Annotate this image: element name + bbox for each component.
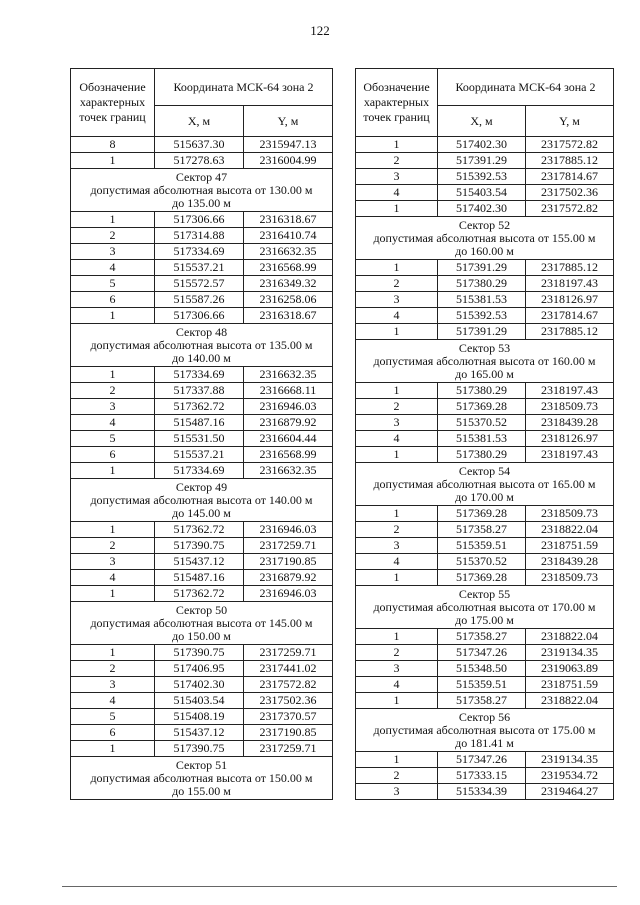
point-number-cell: 1 <box>356 324 438 340</box>
x-coordinate-cell: 517334.69 <box>155 244 244 260</box>
y-coordinate-cell: 2317885.12 <box>526 324 614 340</box>
x-coordinate-cell: 517406.95 <box>155 661 244 677</box>
sector-header-row <box>356 340 614 383</box>
x-coordinate-cell: 515348.50 <box>438 661 526 677</box>
table-row <box>356 522 614 538</box>
y-coordinate-cell: 2317190.85 <box>244 554 333 570</box>
table-row <box>356 185 614 201</box>
table-row <box>356 399 614 415</box>
point-number-cell: 1 <box>356 383 438 399</box>
table-row <box>356 784 614 800</box>
sector-title: Сектор 54 <box>458 464 511 478</box>
point-number-cell: 3 <box>356 784 438 800</box>
table-row <box>71 431 333 447</box>
point-number-cell: 3 <box>356 292 438 308</box>
table-row <box>356 645 614 661</box>
sector-title: Сектор 56 <box>458 710 511 724</box>
point-number-cell: 5 <box>71 709 155 725</box>
point-number-cell: 6 <box>71 292 155 308</box>
sector-header-row <box>71 602 333 645</box>
y-coordinate-cell: 2319534.72 <box>526 768 614 784</box>
x-coordinate-cell: 515381.53 <box>438 431 526 447</box>
table-row <box>356 169 614 185</box>
sector-heading <box>356 586 614 629</box>
point-number-cell: 8 <box>71 137 155 153</box>
table-row <box>71 645 333 661</box>
point-number-cell: 2 <box>71 228 155 244</box>
table-row <box>71 212 333 228</box>
point-number-cell: 5 <box>71 276 155 292</box>
table-row <box>356 570 614 586</box>
table-row <box>71 399 333 415</box>
point-number-cell: 2 <box>71 538 155 554</box>
sector-title: Сектор 52 <box>458 218 511 232</box>
point-number-cell: 3 <box>356 169 438 185</box>
table-row <box>356 153 614 169</box>
sector-header-row <box>356 709 614 752</box>
x-coordinate-cell: 517380.29 <box>438 276 526 292</box>
sector-heading <box>71 602 333 645</box>
y-coordinate-cell: 2316879.92 <box>244 570 333 586</box>
y-coordinate-cell: 2316946.03 <box>244 522 333 538</box>
sector-height-range: допустимая абсолютная высота от 150.00 м <box>90 771 313 785</box>
header-point-designation: Обозначение характерных точек границ <box>356 69 438 137</box>
x-coordinate-cell: 515392.53 <box>438 308 526 324</box>
header-coordinate-system: Координата МСК-64 зона 2 <box>438 69 614 106</box>
sector-title: Сектор 50 <box>175 603 228 617</box>
x-coordinate-cell: 515403.54 <box>155 693 244 709</box>
x-coordinate-cell: 517390.75 <box>155 741 244 757</box>
point-number-cell: 1 <box>356 629 438 645</box>
table-row <box>356 276 614 292</box>
coordinates-table-left <box>70 68 333 800</box>
table-row <box>356 431 614 447</box>
sector-heading <box>71 757 333 800</box>
point-number-cell: 1 <box>71 522 155 538</box>
sector-height-range: до 155.00 м <box>172 784 231 798</box>
point-number-cell: 4 <box>71 260 155 276</box>
y-coordinate-cell: 2316604.44 <box>244 431 333 447</box>
x-coordinate-cell: 517358.27 <box>438 522 526 538</box>
y-coordinate-cell: 2318822.04 <box>526 693 614 709</box>
point-number-cell: 3 <box>71 244 155 260</box>
x-coordinate-cell: 517380.29 <box>438 383 526 399</box>
y-coordinate-cell: 2318439.28 <box>526 415 614 431</box>
x-coordinate-cell: 517362.72 <box>155 586 244 602</box>
point-number-cell: 1 <box>71 308 155 324</box>
table-row <box>356 554 614 570</box>
sector-title: Сектор 51 <box>175 758 228 772</box>
y-coordinate-cell: 2316632.35 <box>244 244 333 260</box>
point-number-cell: 2 <box>356 276 438 292</box>
point-number-cell: 1 <box>71 645 155 661</box>
x-coordinate-cell: 517369.28 <box>438 399 526 415</box>
y-coordinate-cell: 2317572.82 <box>244 677 333 693</box>
table-row <box>71 228 333 244</box>
x-coordinate-cell: 517402.30 <box>155 677 244 693</box>
x-coordinate-cell: 517362.72 <box>155 522 244 538</box>
y-coordinate-cell: 2318751.59 <box>526 677 614 693</box>
point-number-cell: 1 <box>71 463 155 479</box>
x-coordinate-cell: 517314.88 <box>155 228 244 244</box>
point-number-cell: 3 <box>71 554 155 570</box>
x-coordinate-cell: 517337.88 <box>155 383 244 399</box>
point-number-cell: 1 <box>356 570 438 586</box>
point-number-cell: 2 <box>71 383 155 399</box>
x-coordinate-cell: 517369.28 <box>438 570 526 586</box>
y-coordinate-cell: 2316568.99 <box>244 447 333 463</box>
table-row <box>356 201 614 217</box>
y-coordinate-cell: 2316318.67 <box>244 212 333 228</box>
y-coordinate-cell: 2318822.04 <box>526 522 614 538</box>
table-row <box>356 677 614 693</box>
sector-height-range: до 145.00 м <box>172 506 231 520</box>
x-coordinate-cell: 515487.16 <box>155 415 244 431</box>
point-number-cell: 4 <box>356 677 438 693</box>
x-coordinate-cell: 517358.27 <box>438 693 526 709</box>
sector-header-row <box>356 463 614 506</box>
x-coordinate-cell: 517390.75 <box>155 538 244 554</box>
y-coordinate-cell: 2316258.06 <box>244 292 333 308</box>
table-row <box>71 383 333 399</box>
y-coordinate-cell: 2317190.85 <box>244 725 333 741</box>
point-number-cell: 1 <box>356 260 438 276</box>
sector-title: Сектор 53 <box>458 341 511 355</box>
table-row <box>71 693 333 709</box>
point-number-cell: 3 <box>356 661 438 677</box>
y-coordinate-cell: 2316879.92 <box>244 415 333 431</box>
sector-header-row <box>71 324 333 367</box>
point-number-cell: 3 <box>356 415 438 431</box>
table-row <box>71 244 333 260</box>
x-coordinate-cell: 517391.29 <box>438 260 526 276</box>
y-coordinate-cell: 2318439.28 <box>526 554 614 570</box>
x-coordinate-cell: 515572.57 <box>155 276 244 292</box>
x-coordinate-cell: 517334.69 <box>155 367 244 383</box>
point-number-cell: 1 <box>356 506 438 522</box>
table-row <box>71 447 333 463</box>
table-row <box>356 447 614 463</box>
y-coordinate-cell: 2315947.13 <box>244 137 333 153</box>
sector-heading <box>356 340 614 383</box>
table-row <box>71 661 333 677</box>
y-coordinate-cell: 2317814.67 <box>526 169 614 185</box>
y-coordinate-cell: 2317441.02 <box>244 661 333 677</box>
x-coordinate-cell: 515537.21 <box>155 260 244 276</box>
table-row <box>356 292 614 308</box>
point-number-cell: 1 <box>71 212 155 228</box>
sector-header-row <box>356 217 614 260</box>
x-coordinate-cell: 515531.50 <box>155 431 244 447</box>
sector-title: Сектор 47 <box>175 170 228 184</box>
header-x: X, м <box>438 106 526 137</box>
header-coordinate-system: Координата МСК-64 зона 2 <box>155 69 333 106</box>
sector-title: Сектор 49 <box>175 480 228 494</box>
point-number-cell: 4 <box>356 554 438 570</box>
y-coordinate-cell: 2317572.82 <box>526 201 614 217</box>
y-coordinate-cell: 2318126.97 <box>526 431 614 447</box>
y-coordinate-cell: 2319134.35 <box>526 752 614 768</box>
header-point-designation: Обозначение характерных точек границ <box>71 69 155 137</box>
table-row <box>356 260 614 276</box>
x-coordinate-cell: 515408.19 <box>155 709 244 725</box>
table-row <box>71 260 333 276</box>
y-coordinate-cell: 2317814.67 <box>526 308 614 324</box>
sector-heading <box>71 324 333 367</box>
sector-header-row <box>71 479 333 522</box>
y-coordinate-cell: 2318197.43 <box>526 447 614 463</box>
point-number-cell: 6 <box>71 447 155 463</box>
x-coordinate-cell: 517306.66 <box>155 212 244 228</box>
sector-height-range: допустимая абсолютная высота от 175.00 м <box>373 723 596 737</box>
page-number: 122 <box>310 23 330 38</box>
table-row <box>356 629 614 645</box>
sector-heading <box>71 479 333 522</box>
point-number-cell: 1 <box>71 153 155 169</box>
table-row <box>356 661 614 677</box>
sector-height-range: допустимая абсолютная высота от 140.00 м <box>90 493 313 507</box>
table-row <box>71 137 333 153</box>
y-coordinate-cell: 2316004.99 <box>244 153 333 169</box>
x-coordinate-cell: 517334.69 <box>155 463 244 479</box>
point-number-cell: 2 <box>356 768 438 784</box>
y-coordinate-cell: 2317370.57 <box>244 709 333 725</box>
x-coordinate-cell: 515370.52 <box>438 554 526 570</box>
sector-heading <box>356 709 614 752</box>
x-coordinate-cell: 517402.30 <box>438 201 526 217</box>
point-number-cell: 2 <box>356 399 438 415</box>
y-coordinate-cell: 2318751.59 <box>526 538 614 554</box>
table-row <box>356 415 614 431</box>
table-row <box>71 677 333 693</box>
y-coordinate-cell: 2317885.12 <box>526 260 614 276</box>
table-row <box>71 292 333 308</box>
sector-height-range: до 181.41 м <box>455 736 514 750</box>
point-number-cell: 1 <box>356 693 438 709</box>
x-coordinate-cell: 515437.12 <box>155 554 244 570</box>
y-coordinate-cell: 2316946.03 <box>244 399 333 415</box>
point-number-cell: 4 <box>71 570 155 586</box>
x-coordinate-cell: 515403.54 <box>438 185 526 201</box>
table-row <box>356 768 614 784</box>
point-number-cell: 1 <box>356 752 438 768</box>
y-coordinate-cell: 2318126.97 <box>526 292 614 308</box>
sector-height-range: до 150.00 м <box>172 629 231 643</box>
table-row <box>71 570 333 586</box>
y-coordinate-cell: 2317885.12 <box>526 153 614 169</box>
y-coordinate-cell: 2316668.11 <box>244 383 333 399</box>
sector-height-range: до 165.00 м <box>455 367 514 381</box>
sector-height-range: допустимая абсолютная высота от 160.00 м <box>373 354 596 368</box>
table-row <box>356 383 614 399</box>
table-row <box>71 586 333 602</box>
x-coordinate-cell: 517391.29 <box>438 324 526 340</box>
sector-height-range: до 135.00 м <box>172 196 231 210</box>
sector-height-range: до 170.00 м <box>455 490 514 504</box>
y-coordinate-cell: 2317502.36 <box>244 693 333 709</box>
point-number-cell: 1 <box>356 447 438 463</box>
point-number-cell: 6 <box>71 725 155 741</box>
table-row <box>356 752 614 768</box>
sector-height-range: до 140.00 м <box>172 351 231 365</box>
table-row <box>71 367 333 383</box>
y-coordinate-cell: 2318509.73 <box>526 570 614 586</box>
x-coordinate-cell: 517402.30 <box>438 137 526 153</box>
y-coordinate-cell: 2319134.35 <box>526 645 614 661</box>
table-row <box>71 725 333 741</box>
table-row <box>71 153 333 169</box>
sector-header-row <box>71 757 333 800</box>
x-coordinate-cell: 517369.28 <box>438 506 526 522</box>
y-coordinate-cell: 2316568.99 <box>244 260 333 276</box>
x-coordinate-cell: 517333.15 <box>438 768 526 784</box>
table-row <box>71 522 333 538</box>
x-coordinate-cell: 515637.30 <box>155 137 244 153</box>
header-x: X, м <box>155 106 244 137</box>
point-number-cell: 2 <box>356 522 438 538</box>
sector-height-range: допустимая абсолютная высота от 135.00 м <box>90 338 313 352</box>
x-coordinate-cell: 517391.29 <box>438 153 526 169</box>
x-coordinate-cell: 515334.39 <box>438 784 526 800</box>
x-coordinate-cell: 517306.66 <box>155 308 244 324</box>
table-row <box>71 538 333 554</box>
x-coordinate-cell: 517347.26 <box>438 645 526 661</box>
y-coordinate-cell: 2318822.04 <box>526 629 614 645</box>
y-coordinate-cell: 2318509.73 <box>526 399 614 415</box>
table-row <box>356 506 614 522</box>
y-coordinate-cell: 2317502.36 <box>526 185 614 201</box>
table-row <box>356 324 614 340</box>
sector-height-range: до 175.00 м <box>455 613 514 627</box>
sector-heading <box>71 169 333 212</box>
table-row <box>356 538 614 554</box>
x-coordinate-cell: 515487.16 <box>155 570 244 586</box>
point-number-cell: 3 <box>71 399 155 415</box>
table-row <box>71 276 333 292</box>
sector-height-range: допустимая абсолютная высота от 155.00 м <box>373 231 596 245</box>
page-bottom-rule <box>62 886 617 887</box>
point-number-cell: 4 <box>356 431 438 447</box>
table-row <box>71 415 333 431</box>
point-number-cell: 4 <box>356 308 438 324</box>
y-coordinate-cell: 2317259.71 <box>244 741 333 757</box>
table-row <box>356 693 614 709</box>
sector-title: Сектор 48 <box>175 325 228 339</box>
point-number-cell: 4 <box>356 185 438 201</box>
x-coordinate-cell: 515537.21 <box>155 447 244 463</box>
coordinates-table-right <box>355 68 614 800</box>
x-coordinate-cell: 515381.53 <box>438 292 526 308</box>
y-coordinate-cell: 2316349.32 <box>244 276 333 292</box>
table-row <box>71 308 333 324</box>
x-coordinate-cell: 517380.29 <box>438 447 526 463</box>
x-coordinate-cell: 515587.26 <box>155 292 244 308</box>
x-coordinate-cell: 517347.26 <box>438 752 526 768</box>
sector-height-range: допустимая абсолютная высота от 145.00 м <box>90 616 313 630</box>
sector-title: Сектор 55 <box>458 587 511 601</box>
y-coordinate-cell: 2316632.35 <box>244 463 333 479</box>
x-coordinate-cell: 517278.63 <box>155 153 244 169</box>
point-number-cell: 2 <box>356 153 438 169</box>
y-coordinate-cell: 2316946.03 <box>244 586 333 602</box>
sector-height-range: допустимая абсолютная высота от 165.00 м <box>373 477 596 491</box>
table-row <box>356 137 614 153</box>
table-row <box>71 741 333 757</box>
header-y: Y, м <box>526 106 614 137</box>
point-number-cell: 5 <box>71 431 155 447</box>
point-number-cell: 3 <box>356 538 438 554</box>
point-number-cell: 1 <box>356 137 438 153</box>
x-coordinate-cell: 517362.72 <box>155 399 244 415</box>
y-coordinate-cell: 2318197.43 <box>526 276 614 292</box>
y-coordinate-cell: 2319464.27 <box>526 784 614 800</box>
y-coordinate-cell: 2316318.67 <box>244 308 333 324</box>
point-number-cell: 1 <box>71 586 155 602</box>
table-row <box>71 554 333 570</box>
y-coordinate-cell: 2316410.74 <box>244 228 333 244</box>
y-coordinate-cell: 2319063.89 <box>526 661 614 677</box>
point-number-cell: 1 <box>71 741 155 757</box>
point-number-cell: 3 <box>71 677 155 693</box>
y-coordinate-cell: 2318509.73 <box>526 506 614 522</box>
y-coordinate-cell: 2318197.43 <box>526 383 614 399</box>
point-number-cell: 1 <box>71 367 155 383</box>
y-coordinate-cell: 2317259.71 <box>244 538 333 554</box>
y-coordinate-cell: 2316632.35 <box>244 367 333 383</box>
x-coordinate-cell: 515359.51 <box>438 538 526 554</box>
x-coordinate-cell: 515392.53 <box>438 169 526 185</box>
point-number-cell: 4 <box>71 693 155 709</box>
y-coordinate-cell: 2317259.71 <box>244 645 333 661</box>
table-row <box>71 463 333 479</box>
sector-heading <box>356 217 614 260</box>
sector-height-range: до 160.00 м <box>455 244 514 258</box>
sector-header-row <box>71 169 333 212</box>
sector-height-range: допустимая абсолютная высота от 170.00 м <box>373 600 596 614</box>
point-number-cell: 2 <box>71 661 155 677</box>
sector-height-range: допустимая абсолютная высота от 130.00 м <box>90 183 313 197</box>
x-coordinate-cell: 517358.27 <box>438 629 526 645</box>
x-coordinate-cell: 515370.52 <box>438 415 526 431</box>
table-row <box>71 709 333 725</box>
x-coordinate-cell: 517390.75 <box>155 645 244 661</box>
y-coordinate-cell: 2317572.82 <box>526 137 614 153</box>
point-number-cell: 1 <box>356 201 438 217</box>
x-coordinate-cell: 515437.12 <box>155 725 244 741</box>
header-y: Y, м <box>244 106 333 137</box>
x-coordinate-cell: 515359.51 <box>438 677 526 693</box>
point-number-cell: 2 <box>356 645 438 661</box>
point-number-cell: 4 <box>71 415 155 431</box>
sector-header-row <box>356 586 614 629</box>
sector-heading <box>356 463 614 506</box>
table-row <box>356 308 614 324</box>
